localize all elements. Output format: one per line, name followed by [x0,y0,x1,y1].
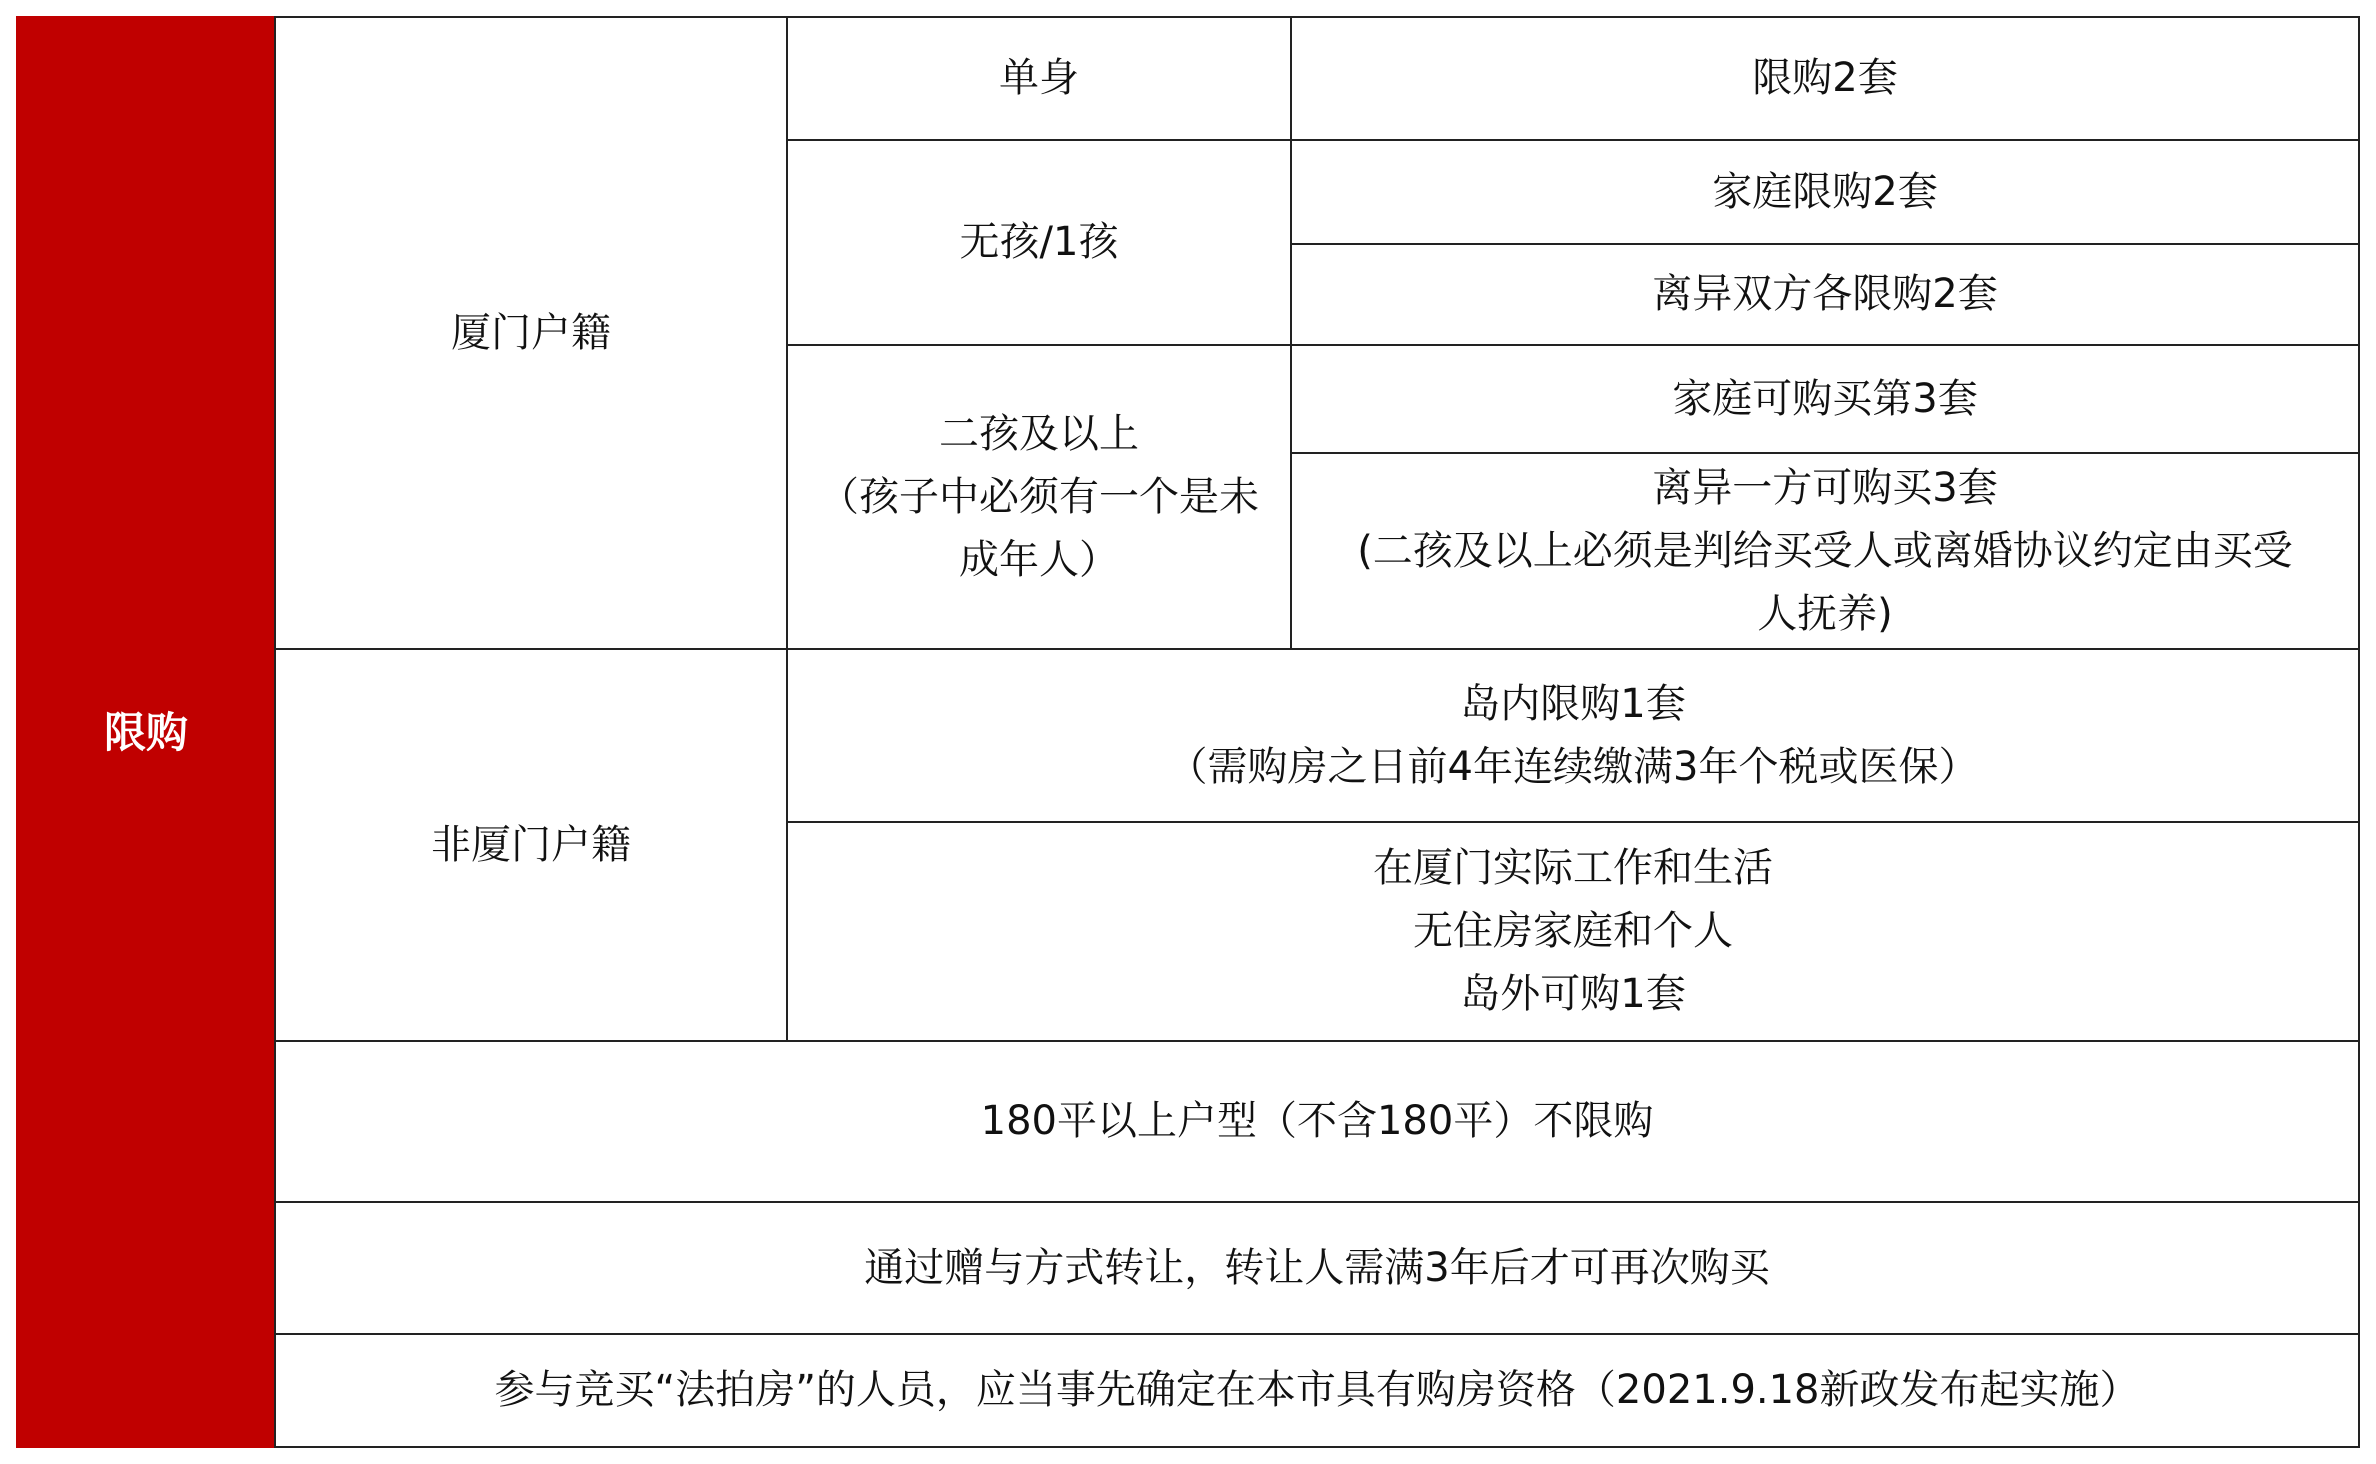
nochild-category: 无孩/1孩 [959,219,1119,265]
nonxiamen-hukou-cell [274,648,788,1042]
restriction-label: 限购 [103,707,188,757]
nochild-rule-cell [1290,243,2360,346]
note-gift-transfer: 通过赠与方式转让，转让人需满3年后才可再次购买 [864,1244,1770,1291]
nonxiamen-rule-cell [786,648,2360,823]
single-category-cell [786,16,1292,141]
twochild-rule-family: 家庭可购买第3套 [1672,375,1978,422]
nochild-category-cell [786,139,1292,346]
twochild-rule-cell [1290,452,2360,650]
single-rule: 限购2套 [1752,55,1898,101]
nonxiamen-hukou-title: 非厦门户籍 [431,821,631,868]
nochild-rule-cell [1290,139,2360,245]
twochild-rule-divorced: 离异一方可购买3套 (二孩及以上必须是判给买受人或离婚协议约定由买受 人抚养) [1357,464,2293,637]
note-large-units: 180平以上户型（不含180平）不限购 [980,1098,1654,1144]
xiamen-hukou-cell [274,16,788,650]
twochild-category-cell [786,344,1292,650]
nonxiamen-rule-offisland: 在厦门实际工作和生活 无住房家庭和个人 岛外可购1套 [1373,845,1773,1017]
twochild-rule-cell [1290,344,2360,454]
single-category: 单身 [999,55,1079,101]
twochild-category: 二孩及以上 （孩子中必须有一个是未 成年人） [819,410,1259,583]
nochild-rule-family: 家庭限购2套 [1712,168,1938,215]
restriction-label-cell [16,16,276,1448]
note-row [274,1333,2360,1448]
note-auction-housing: 参与竞买“法拍房”的人员，应当事先确定在本市具有购房资格（2021.9.18新政发布起实施） [494,1367,2140,1413]
nonxiamen-rule-cell [786,821,2360,1042]
nonxiamen-rule-island: 岛内限购1套 （需购房之日前4年连续缴满3年个税或医保） [1167,680,1979,790]
xiamen-hukou-title: 厦门户籍 [451,309,611,356]
single-rule-cell [1290,16,2360,141]
nochild-rule-divorced: 离异双方各限购2套 [1652,271,1998,317]
note-row [274,1040,2360,1203]
note-row [274,1201,2360,1335]
